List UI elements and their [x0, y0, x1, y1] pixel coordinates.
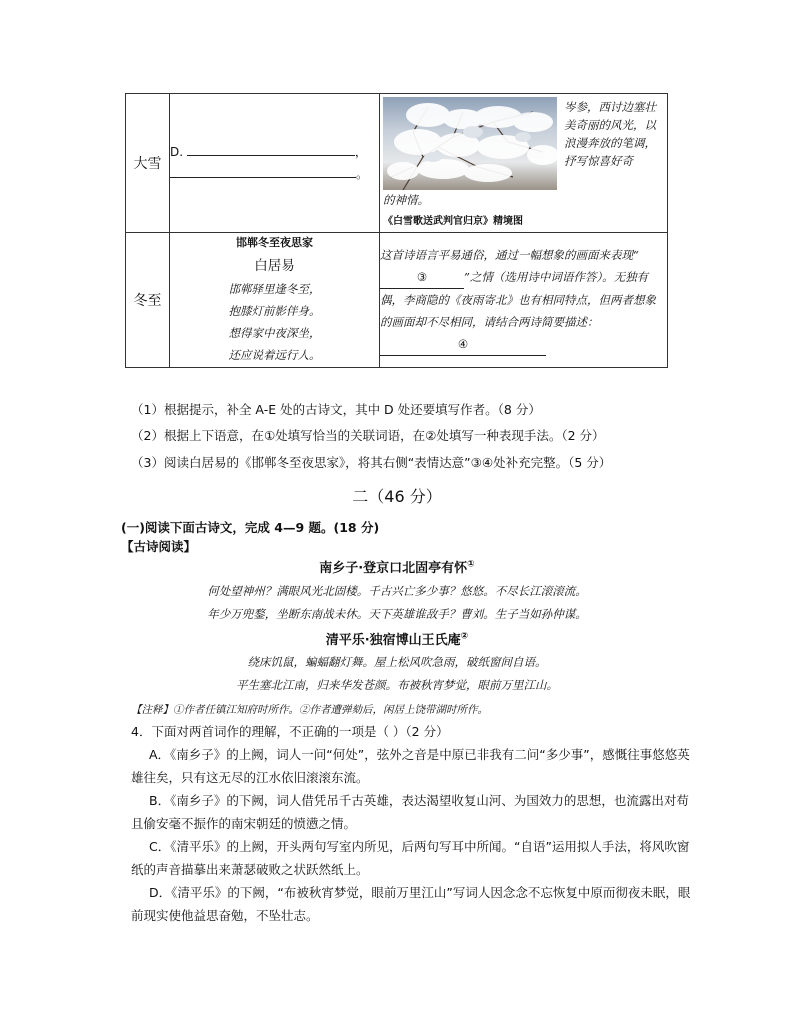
expression-note-cell [380, 233, 668, 368]
question-3: （3）阅读白居易的《邯郸冬至夜思家》，将其右侧“表情达意”③④处补充完整。（5 分） [131, 455, 612, 470]
image-caption: 《白雪歌送武判官归京》精境图 [383, 216, 523, 227]
solar-term-table [125, 93, 668, 368]
annotation-note: 【注释】①作者任镇江知府时所作。②作者遭弹劾后，闲居上饶带湖时所作。 [131, 704, 488, 716]
section-heading: 二（46 分） [352, 487, 442, 506]
sub-heading: (一)阅读下面古诗文，完成 4—9 题。(18 分) [121, 520, 380, 535]
image-side-text: 岑参，西讨边塞壮美奇丽的风光，以浪漫奔放的笔调，抒写惊喜好奇 [564, 100, 656, 168]
question-4-stem: 4．下面对两首词作的理解，不正确的一项是（ ）（2 分） [131, 724, 449, 739]
poem-1-title [0, 557, 794, 576]
poem-2-mark: ② [460, 631, 469, 642]
poem-1-line-2: 年少万兜鍪，坐断东南战未休。天下英雄谁敌手？曹刘。生子当如孙仲谋。 [207, 607, 587, 621]
poem-2-title [0, 629, 794, 648]
question-4 [131, 720, 691, 927]
poem-2-line-2: 平生塞北江南，归来华发苍颜。布被秋宵梦觉，眼前万里江山。 [236, 678, 558, 692]
section-tag: 【古诗阅读】 [121, 539, 197, 554]
row-label-dongzhi: 冬至 [126, 233, 170, 368]
option-c[interactable]: C．《清平乐》的上阙，开头两句写室内所见，后两句写耳中所闻。“自语”运用拟人手法，将风吹窗纸的声音描摹出来萧瑟破败之状跃然纸上。 [131, 839, 690, 877]
table-row-daxue [126, 94, 668, 233]
poem-1-line-1: 何处望神州？满眼风光北固楼。千古兴亡多少事？悠悠。不尽长江滚滚流。 [207, 584, 587, 598]
note-part-1: 这首诗语言平易通俗，通过一幅想象的画面来表现“ [380, 248, 639, 262]
image-side-text-tail: 的神情。 [383, 193, 429, 207]
question-2: （2）根据上下语意，在①处填写恰当的关联词语，在②处填写一种表现手法。（2 分） [131, 428, 605, 443]
image-cell [380, 94, 668, 233]
option-b[interactable]: B．《南乡子》的下阙，词人借凭吊千古英雄，表达渴望收复山河、为国效力的思想，也流露出对苟且偷安毫不振作的南宋朝廷的愤懑之情。 [131, 793, 689, 831]
poem-2-title-text: 清平乐·独宿博山王氏庵 [325, 633, 461, 648]
blank-d-cell [170, 94, 380, 233]
poem-line: 邯郸驿里逢冬至， [228, 282, 321, 296]
note-part-2: ”之情（选用诗中词语作答）。无独有偶，李商隐的《夜雨寄北》也有相同特点，但两者想象的画面却不尽相同，请结合两诗简要描述： [380, 270, 656, 329]
table-row-dongzhi [126, 233, 668, 368]
row-label-daxue: 大雪 [126, 94, 170, 233]
option-d[interactable]: D．《清平乐》的下阙，“布被秋宵梦觉，眼前万里江山”写词人因念念不忘恢复中原而彻夜未眠，眼前现实使他益思奋勉，不坠壮志。 [131, 885, 691, 923]
blank-d-line-1[interactable] [187, 143, 355, 156]
poem-2-line-1: 绕床饥鼠，蝙蝠翻灯舞。屋上松风吹急雨，破纸窗间自语。 [247, 655, 547, 669]
poem-line: 想得家中夜深坐， [228, 326, 321, 340]
poem-author: 白居易 [254, 258, 295, 274]
blank-d-line-2[interactable] [170, 165, 356, 178]
option-a[interactable]: A．《南乡子》的上阙，词人一问“何处”，弦外之音是中原已非我有二问“多少事”，感慨往事悠悠英雄往矣，只有这无尽的江水依旧滚滚东流。 [131, 747, 690, 785]
question-1: （1）根据提示，补全 A-E 处的古诗文，其中 D 处还要填写作者。（8 分） [131, 402, 541, 417]
blank-d-prefix: D. [170, 145, 184, 159]
poem-cell [170, 233, 380, 368]
poem-title: 邯郸冬至夜思家 [236, 236, 313, 249]
snow-tree-image [383, 97, 557, 190]
blank-d-comma: ， [354, 145, 367, 159]
poem-1-title-text: 南乡子·登京口北固亭有怀 [319, 561, 468, 576]
blank-3[interactable]: ③ [380, 266, 464, 289]
poem-1-mark: ① [467, 559, 475, 570]
blank-d-period: 。 [356, 167, 369, 181]
blank-4[interactable]: ④ [380, 333, 546, 356]
poem-line: 还应说着远行人。 [228, 348, 321, 362]
poem-line: 抱膝灯前影伴身。 [228, 304, 321, 318]
